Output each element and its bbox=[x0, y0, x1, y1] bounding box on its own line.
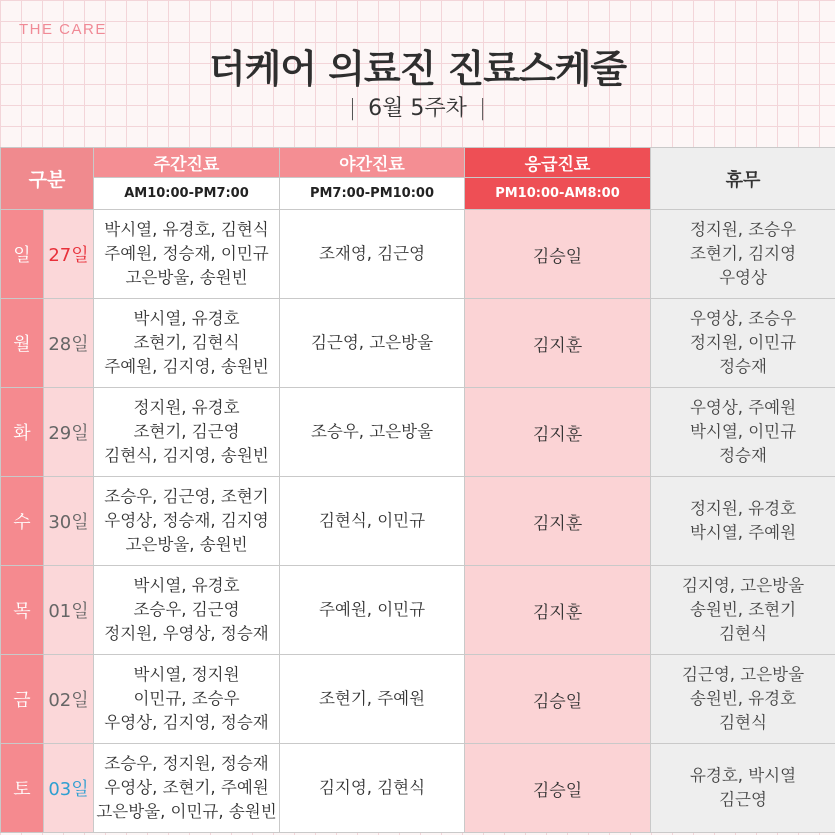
day-care-cell bbox=[94, 566, 280, 655]
name-line: 조현기, 김지영 bbox=[689, 244, 797, 263]
name-line: 김현식, 이민규 bbox=[318, 511, 426, 530]
table-row bbox=[1, 210, 835, 299]
name-line: 박시열, 정지원 bbox=[133, 665, 240, 684]
day-of-week: 화 bbox=[1, 388, 44, 477]
day-off-cell bbox=[651, 655, 835, 744]
day-care-cell bbox=[94, 210, 280, 299]
day-of-week: 월 bbox=[1, 299, 44, 388]
night-care-cell bbox=[280, 388, 465, 477]
night-care-cell bbox=[280, 210, 465, 299]
name-line: 정지원, 유경호 bbox=[133, 398, 240, 417]
name-line: 송원빈, 조현기 bbox=[689, 600, 797, 619]
emergency-care-cell: 김승일 bbox=[465, 655, 651, 744]
day-of-week: 토 bbox=[1, 744, 44, 833]
name-line: 김근영, 고은방울 bbox=[681, 665, 805, 684]
day-care-cell bbox=[94, 744, 280, 833]
day-off-cell bbox=[651, 477, 835, 566]
day-off-cell bbox=[651, 210, 835, 299]
name-line: 우영상, 김지영, 정승재 bbox=[104, 713, 269, 732]
name-line: 우영상, 조승우 bbox=[689, 309, 797, 328]
day-off-cell bbox=[651, 299, 835, 388]
emergency-care-cell: 김승일 bbox=[465, 744, 651, 833]
date-cell: 02일 bbox=[44, 655, 94, 744]
header-day-time: AM10:00-PM7:00 bbox=[94, 178, 280, 210]
day-off-cell bbox=[651, 566, 835, 655]
name-line: 정지원, 유경호 bbox=[689, 499, 797, 518]
day-of-week: 금 bbox=[1, 655, 44, 744]
name-line: 박시열, 주예원 bbox=[689, 523, 797, 542]
name-line: 정승재 bbox=[719, 357, 767, 376]
name-line: 고은방울, 이민규, 송원빈 bbox=[96, 802, 277, 821]
name-line: 김근영, 고은방울 bbox=[310, 333, 434, 352]
name-line: 조현기, 김근영 bbox=[133, 422, 240, 441]
name-line: 조승우, 김근영 bbox=[133, 600, 240, 619]
table-row bbox=[1, 477, 835, 566]
name-line: 우영상 bbox=[719, 268, 767, 287]
header-gubun: 구분 bbox=[1, 148, 94, 210]
night-care-cell bbox=[280, 744, 465, 833]
name-line: 조승우, 정지원, 정승재 bbox=[104, 754, 269, 773]
emergency-care-cell: 김지훈 bbox=[465, 299, 651, 388]
night-care-cell bbox=[280, 299, 465, 388]
table-row bbox=[1, 744, 835, 833]
name-line: 김지영, 김현식 bbox=[318, 778, 426, 797]
name-line: 주예원, 김지영, 송원빈 bbox=[104, 357, 269, 376]
name-line: 고은방울, 송원빈 bbox=[125, 535, 248, 554]
emergency-care-cell: 김지훈 bbox=[465, 388, 651, 477]
date-cell: 30일 bbox=[44, 477, 94, 566]
name-line: 조현기, 김현식 bbox=[133, 333, 240, 352]
name-line: 송원빈, 유경호 bbox=[689, 689, 797, 708]
name-line: 박시열, 이민규 bbox=[689, 422, 797, 441]
name-line: 박시열, 유경호 bbox=[133, 576, 240, 595]
day-care-cell bbox=[94, 299, 280, 388]
name-line: 고은방울, 송원빈 bbox=[125, 268, 248, 287]
night-care-cell bbox=[280, 566, 465, 655]
day-care-cell bbox=[94, 655, 280, 744]
day-off-cell bbox=[651, 388, 835, 477]
day-of-week: 수 bbox=[1, 477, 44, 566]
header-emergency-time: PM10:00-AM8:00 bbox=[465, 178, 651, 210]
name-line: 정승재 bbox=[719, 446, 767, 465]
name-line: 우영상, 정승재, 김지영 bbox=[104, 511, 269, 530]
name-line: 조승우, 고은방울 bbox=[310, 422, 434, 441]
table-row bbox=[1, 299, 835, 388]
emergency-care-cell: 김지훈 bbox=[465, 477, 651, 566]
header-day-off: 휴무 bbox=[651, 148, 835, 210]
date-cell: 27일 bbox=[44, 210, 94, 299]
table-row bbox=[1, 388, 835, 477]
name-line: 김현식, 김지영, 송원빈 bbox=[104, 446, 269, 465]
name-line: 김근영 bbox=[719, 790, 767, 809]
day-of-week: 일 bbox=[1, 210, 44, 299]
table-row bbox=[1, 655, 835, 744]
brand-logo-text: THE CARE bbox=[19, 21, 107, 38]
name-line: 주예원, 정승재, 이민규 bbox=[104, 244, 269, 263]
name-line: 박시열, 유경호 bbox=[133, 309, 240, 328]
name-line: 김현식 bbox=[719, 624, 767, 643]
week-label: 6월 5주차 bbox=[368, 96, 467, 121]
name-line: 조현기, 주예원 bbox=[318, 689, 426, 708]
schedule-table bbox=[0, 147, 835, 833]
header-night-time: PM7:00-PM10:00 bbox=[280, 178, 465, 210]
name-line: 김현식 bbox=[719, 713, 767, 732]
name-line: 주예원, 이민규 bbox=[318, 600, 426, 619]
page-subtitle: | 6월 5주차 | bbox=[348, 96, 487, 121]
emergency-care-cell: 김승일 bbox=[465, 210, 651, 299]
header-day-care: 주간진료 bbox=[94, 148, 280, 178]
date-cell: 29일 bbox=[44, 388, 94, 477]
day-care-cell bbox=[94, 388, 280, 477]
name-line: 이민규, 조승우 bbox=[133, 689, 240, 708]
day-of-week: 목 bbox=[1, 566, 44, 655]
name-line: 정지원, 우영상, 정승재 bbox=[104, 624, 269, 643]
schedule-body bbox=[1, 210, 835, 833]
header-night-care: 야간진료 bbox=[280, 148, 465, 178]
header-emergency-care: 응급진료 bbox=[465, 148, 651, 178]
date-cell: 01일 bbox=[44, 566, 94, 655]
name-line: 유경호, 박시열 bbox=[689, 766, 797, 785]
name-line: 조재영, 김근영 bbox=[318, 244, 426, 263]
name-line: 박시열, 유경호, 김현식 bbox=[104, 220, 269, 239]
emergency-care-cell: 김지훈 bbox=[465, 566, 651, 655]
name-line: 조승우, 김근영, 조현기 bbox=[104, 487, 269, 506]
name-line: 정지원, 이민규 bbox=[689, 333, 797, 352]
night-care-cell bbox=[280, 655, 465, 744]
day-care-cell bbox=[94, 477, 280, 566]
name-line: 우영상, 주예원 bbox=[689, 398, 797, 417]
name-line: 정지원, 조승우 bbox=[689, 220, 797, 239]
night-care-cell bbox=[280, 477, 465, 566]
date-cell: 03일 bbox=[44, 744, 94, 833]
name-line: 김지영, 고은방울 bbox=[681, 576, 805, 595]
page-title: 더케어 의료진 진료스케줄 bbox=[208, 47, 627, 91]
day-off-cell bbox=[651, 744, 835, 833]
name-line: 우영상, 조현기, 주예원 bbox=[104, 778, 269, 797]
date-cell: 28일 bbox=[44, 299, 94, 388]
table-row bbox=[1, 566, 835, 655]
